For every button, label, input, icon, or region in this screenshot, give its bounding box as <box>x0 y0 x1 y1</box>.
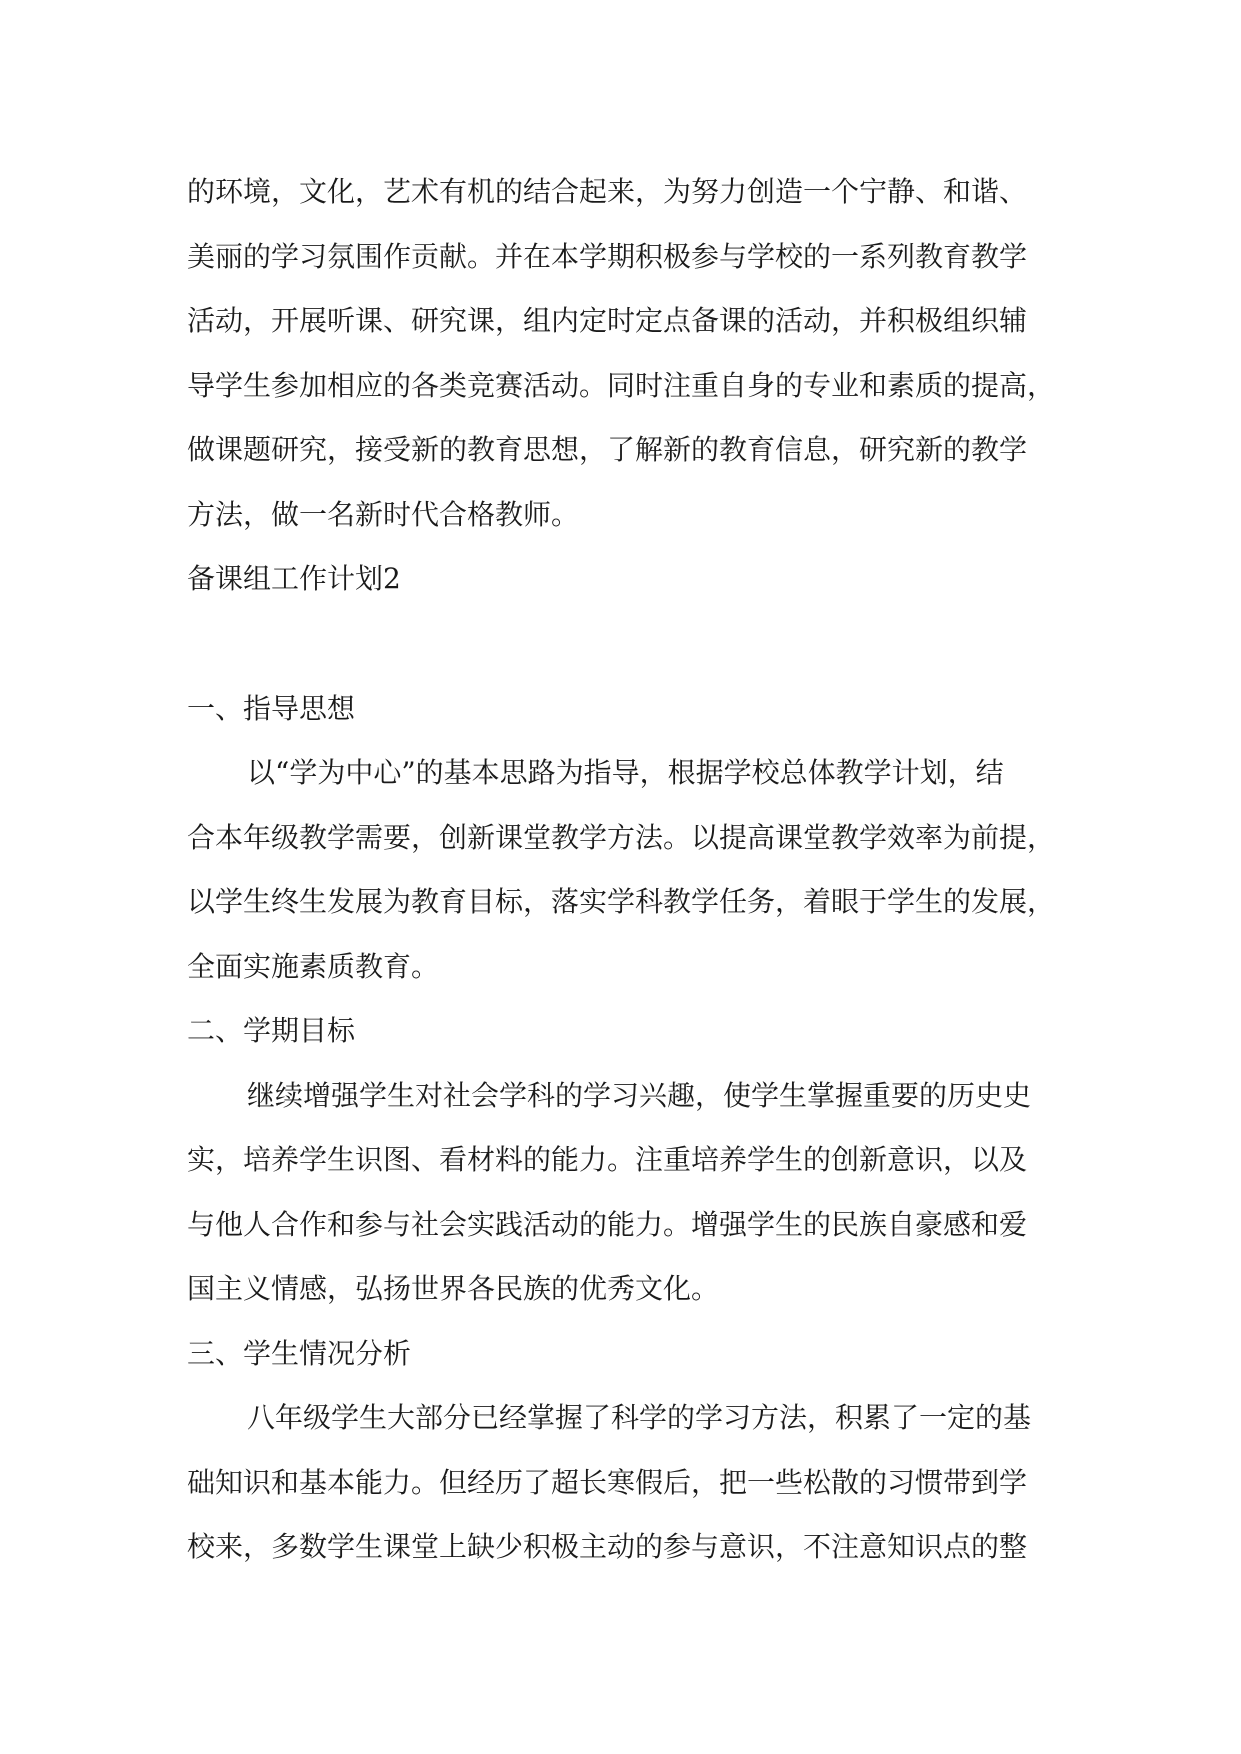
text-line: 方法，做一名新时代合格教师。 <box>187 497 580 531</box>
section-heading-guiding-thought: 一、指导思想 <box>187 691 356 725</box>
text-line: 导学生参加相应的各类竞赛活动。同时注重自身的专业和素质的提高， <box>187 368 1056 402</box>
section-heading-student-analysis: 三、学生情况分析 <box>187 1336 412 1370</box>
text-line: 的环境，文化，艺术有机的结合起来，为努力创造一个宁静、和谐、 <box>187 175 1028 208</box>
section-paragraph-semester-goals <box>187 1064 1067 1322</box>
text-line: 活动，开展听课、研究课，组内定时定点备课的活动，并积极组织辅 <box>187 304 1028 337</box>
blank-line <box>187 612 1067 677</box>
text-line: 八年级学生大部分已经掌握了科学的学习方法，积累了一定的基 <box>247 1401 1032 1434</box>
text-line: 国主义情感，弘扬世界各民族的优秀文化。 <box>187 1272 720 1305</box>
text-line: 继续增强学生对社会学科的学习兴趣，使学生掌握重要的历史史 <box>247 1078 1032 1112</box>
text-line: 校来，多数学生课堂上缺少积极主动的参与意识，不注意知识点的整 <box>187 1530 1028 1563</box>
document-title: 备课组工作计划2 <box>187 562 401 595</box>
text-line: 美丽的学习氛围作贡献。并在本学期积极参与学校的一系列教育教学 <box>187 239 1028 273</box>
text-line: 以学生终生发展为教育目标，落实学科教学任务，着眼于学生的发展， <box>187 885 1056 918</box>
intro-paragraph <box>187 160 1067 547</box>
text-line: 全面实施素质教育。 <box>187 949 440 983</box>
section-heading-semester-goals: 二、学期目标 <box>187 1014 356 1047</box>
section-paragraph-student-analysis <box>187 1386 1067 1580</box>
text-line: 以“学为中心”的基本思路为指导，根据学校总体教学计划，结 <box>247 756 1004 789</box>
section-paragraph-guiding-thought <box>187 741 1067 999</box>
document-body <box>187 160 1067 1580</box>
text-line: 础知识和基本能力。但经历了超长寒假后，把一些松散的习惯带到学 <box>187 1465 1028 1499</box>
text-line: 做课题研究，接受新的教育思想，了解新的教育信息，研究新的教学 <box>187 433 1028 466</box>
text-line: 实，培养学生识图、看材料的能力。注重培养学生的创新意识，以及 <box>187 1143 1028 1176</box>
text-line: 合本年级教学需要，创新课堂教学方法。以提高课堂教学效率为前提， <box>187 820 1056 854</box>
text-line: 与他人合作和参与社会实践活动的能力。增强学生的民族自豪感和爱 <box>187 1207 1028 1241</box>
